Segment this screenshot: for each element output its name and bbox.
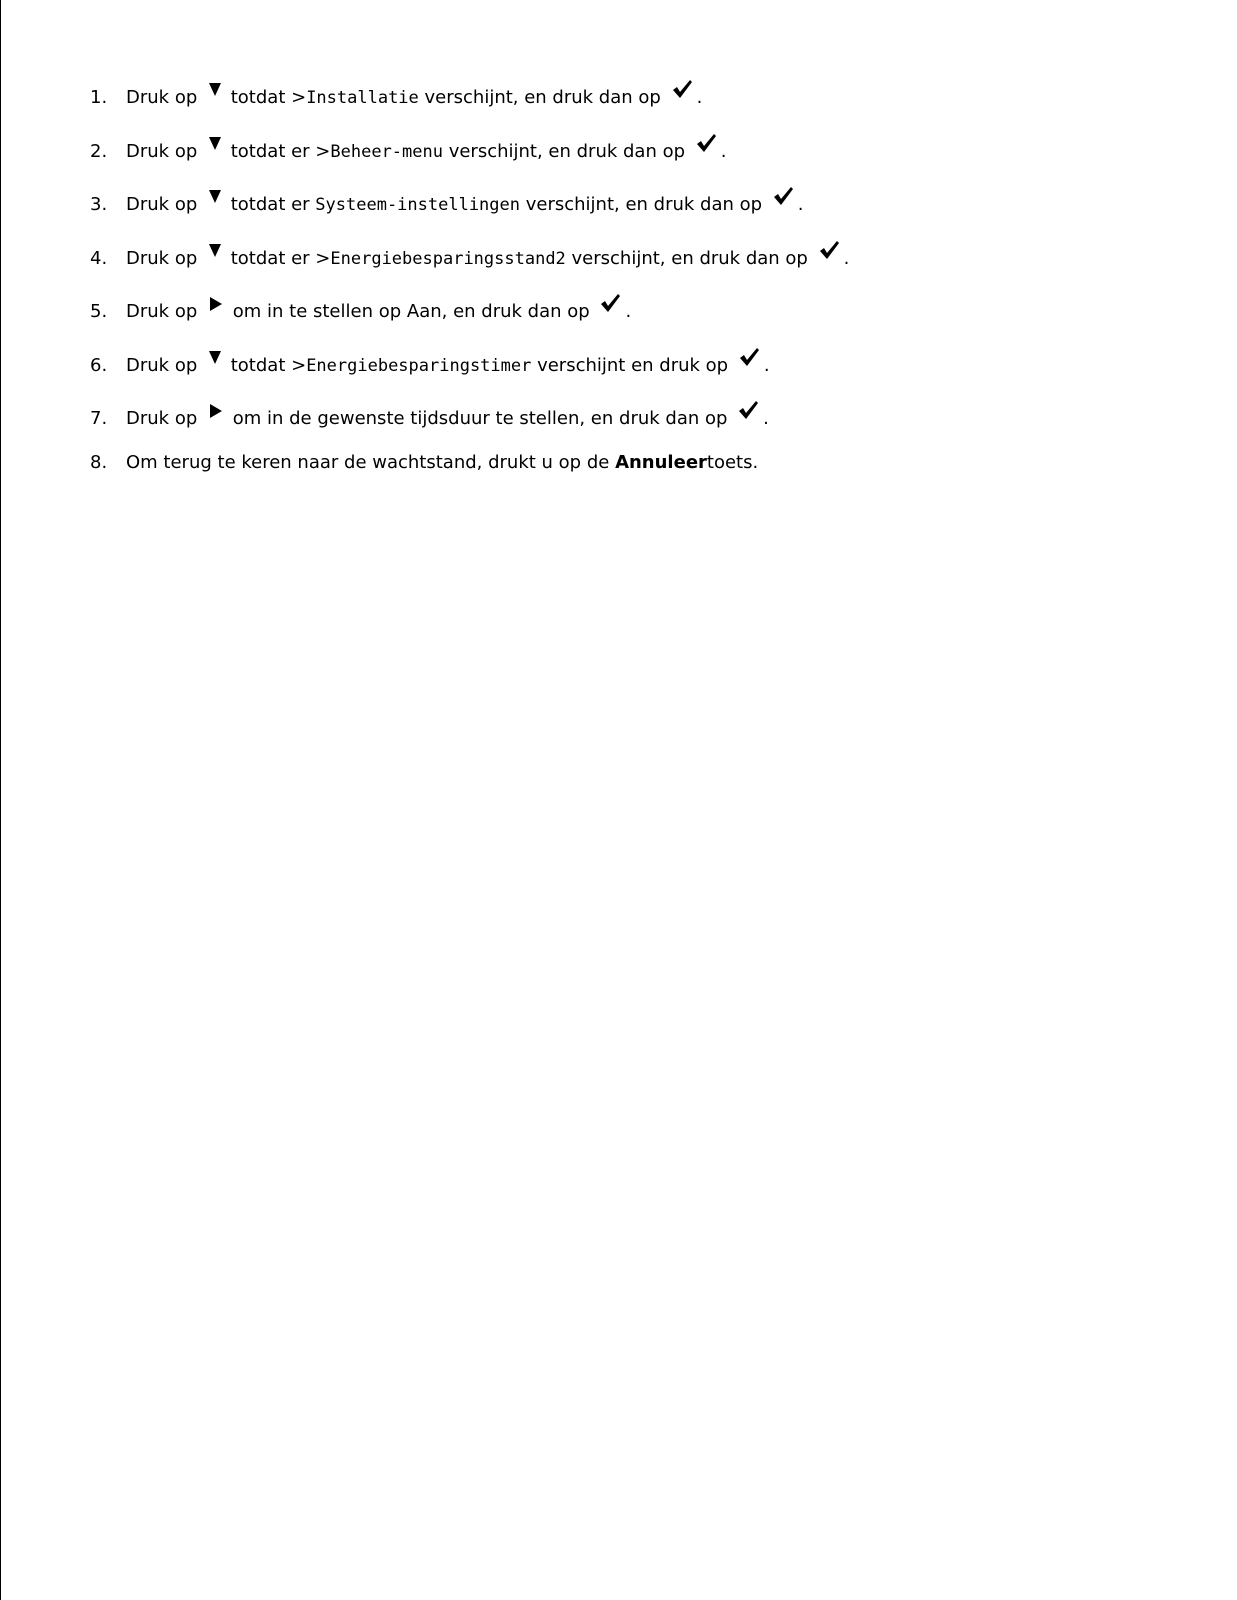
step-text-end: .	[625, 301, 632, 322]
step-text-mid: totdat er >	[230, 140, 331, 162]
step-text-mid: totdat >	[230, 354, 307, 376]
step-number: 2.	[90, 140, 108, 162]
step-text-post: verschijnt, en druk dan op	[442, 140, 686, 162]
step-text-pre: Druk op	[126, 247, 198, 269]
step-6	[90, 352, 1190, 380]
step-5	[90, 298, 1190, 326]
step-4	[90, 245, 1190, 273]
menu-item-code: Systeem-instellingen	[315, 195, 520, 215]
step-text-post: verschijnt, en druk dan op	[520, 194, 763, 215]
step-8	[90, 449, 1190, 477]
instruction-steps	[90, 84, 1190, 477]
menu-item-code: Energiebesparingstimer	[306, 355, 532, 376]
option-value: Aan	[406, 301, 442, 322]
step-text-mid: totdat er	[230, 194, 316, 215]
step-text-end: .	[696, 87, 703, 108]
step-text-suffix: toets.	[706, 451, 759, 473]
page-left-border	[0, 0, 1, 1600]
step-text-pre: Druk op	[126, 140, 198, 162]
down-arrow-icon	[207, 82, 223, 98]
right-arrow-icon	[209, 296, 223, 312]
down-arrow-icon	[207, 243, 223, 259]
step-number: 4.	[90, 247, 108, 269]
checkmark-icon	[772, 185, 794, 207]
down-arrow-icon	[207, 136, 223, 152]
step-text-mid: om in de gewenste tijdsduur te stellen, en druk dan op	[232, 408, 728, 429]
step-text-pre: Druk op	[126, 408, 198, 429]
step-2	[90, 138, 1190, 166]
step-number: 6.	[90, 354, 108, 376]
checkmark-icon	[818, 239, 840, 261]
step-text-mid: om in te stellen op	[232, 301, 407, 322]
step-text-pre: Druk op	[126, 354, 198, 376]
step-text-pre: Druk op	[126, 301, 198, 322]
step-1	[90, 84, 1190, 112]
step-number: 8.	[90, 451, 108, 473]
checkmark-icon	[695, 132, 717, 154]
step-text-post: verschijnt en druk op	[531, 354, 729, 376]
step-text-end: .	[797, 194, 804, 215]
step-text-pre: Druk op	[126, 87, 198, 108]
step-text-end: .	[720, 140, 727, 162]
down-arrow-icon	[207, 189, 223, 205]
step-text: Om terug te keren naar de wachtstand, drukt u op de	[126, 451, 616, 473]
menu-item-code: Beheer-menu	[330, 141, 443, 162]
step-text-mid: totdat >	[230, 87, 307, 108]
step-text-post: verschijnt, en druk dan op	[418, 87, 661, 108]
menu-item-code: Installatie	[306, 88, 419, 108]
step-text-post: verschijnt, en druk dan op	[565, 247, 808, 269]
checkmark-icon	[737, 399, 759, 421]
step-number: 1.	[90, 87, 108, 108]
step-number: 7.	[90, 408, 108, 429]
step-number: 5.	[90, 301, 108, 322]
step-text-end: .	[763, 408, 769, 429]
step-text-end: .	[843, 247, 850, 269]
menu-item-code: Energiebesparingsstand2	[330, 248, 566, 269]
checkmark-icon	[738, 346, 760, 368]
step-text-pre: Druk op	[126, 194, 198, 215]
step-text-post: , en druk dan op	[441, 301, 590, 322]
checkmark-icon	[671, 78, 693, 100]
right-arrow-icon	[209, 403, 223, 419]
step-text-mid: totdat er >	[230, 247, 331, 269]
checkmark-icon	[599, 292, 621, 314]
step-7	[90, 405, 1190, 433]
down-arrow-icon	[207, 350, 223, 366]
cancel-key-label: Annuleer	[615, 451, 707, 473]
step-number: 3.	[90, 194, 108, 215]
step-text-end: .	[763, 354, 770, 376]
step-3	[90, 191, 1190, 219]
